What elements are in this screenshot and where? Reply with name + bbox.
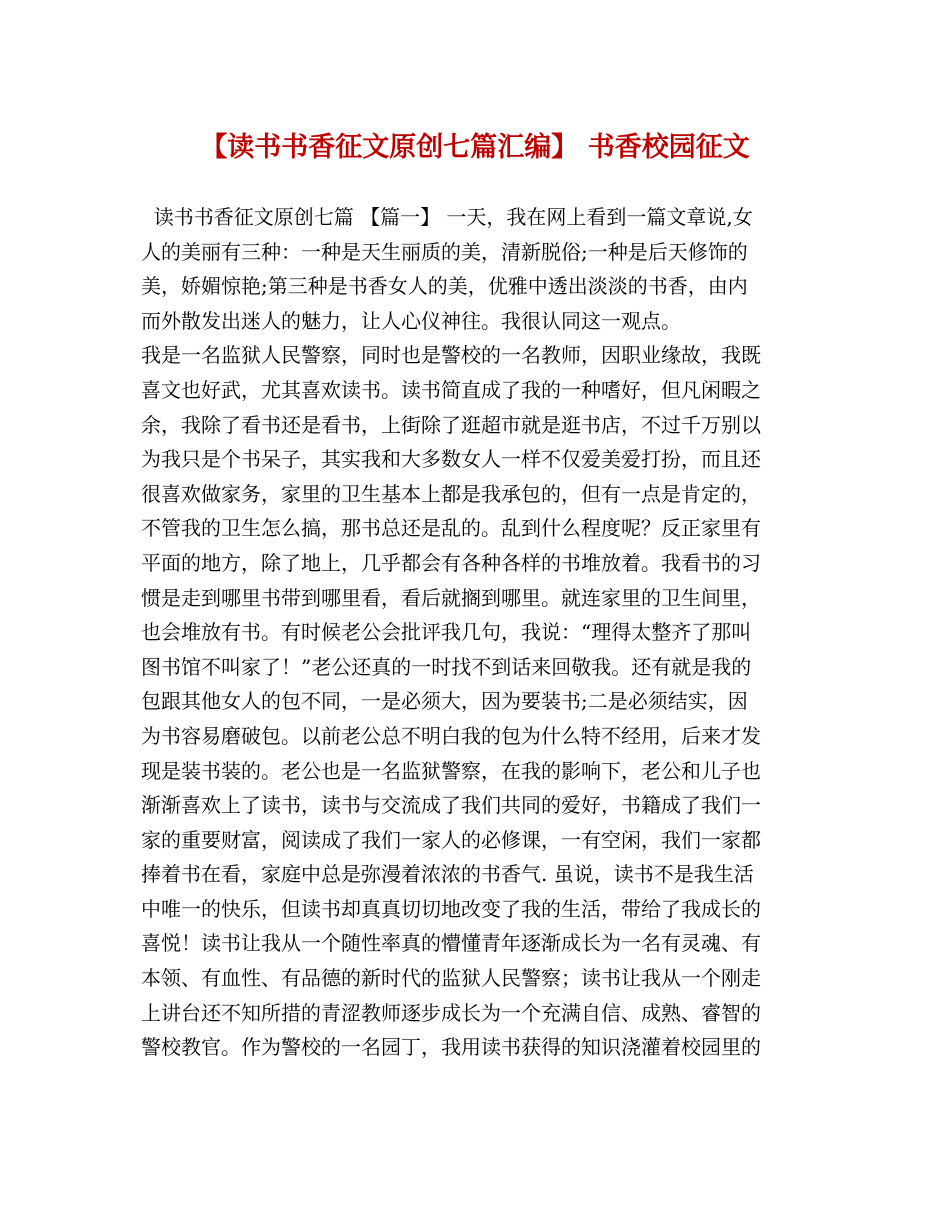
- text-line: 平面的地方，除了地上，几乎都会有各种各样的书堆放着。我看书的习: [141, 550, 761, 575]
- text-line: 人的美丽有三种：一种是天生丽质的美，清新脱俗;一种是后天修饰的: [141, 239, 748, 264]
- document-body: [141, 200, 815, 1065]
- text-line: 也会堆放有书。有时候老公会批评我几句，我说：“理得太整齐了那叫: [141, 620, 752, 645]
- text-line: 很喜欢做家务，家里的卫生基本上都是我承包的，但有一点是肯定的，: [141, 481, 761, 506]
- text-line: 惯是走到哪里书带到哪里看，看后就搁到哪里。就连家里的卫生间里，: [141, 585, 761, 610]
- text-line: 为书容易磨破包。以前老公总不明白我的包为什么特不经用，后来才发: [141, 723, 761, 748]
- text-line: 美，娇媚惊艳;第三种是书香女人的美，优雅中透出淡淡的书香，由内: [141, 274, 748, 299]
- text-line: 渐渐喜欢上了读书，读书与交流成了我们共同的爱好，书籍成了我们一: [141, 793, 761, 818]
- text-line: 喜文也好武，尤其喜欢读书。读书简直成了我的一种嗜好，但凡闲暇之: [141, 377, 761, 402]
- text-line: 警校教官。作为警校的一名园丁，我用读书获得的知识浇灌着校园里的: [141, 1035, 761, 1060]
- text-line: 包跟其他女人的包不同，一是必须大，因为要装书;二是必须结实，因: [141, 689, 748, 714]
- text-line: 读书书香征文原创七篇 【篇一】 一天，我在网上看到一篇文章说,女: [141, 205, 753, 229]
- text-line: 捧着书在看，家庭中总是弥漫着浓浓的书香气. 虽说，读书不是我生活: [141, 862, 754, 887]
- text-line: 而外散发出迷人的魅力，让人心仪神往。我很认同这一观点。: [141, 308, 681, 333]
- text-line: 中唯一的快乐，但读书却真真切切地改变了我的生活，带给了我成长的: [141, 896, 761, 921]
- text-line: 图书馆不叫家了！”老公还真的一时找不到话来回敬我。还有就是我的: [141, 654, 752, 679]
- document-title: 【读书书香征文原创七篇汇编】 书香校园征文: [200, 132, 750, 163]
- text-line: 本领、有血性、有品德的新时代的监狱人民警察；读书让我从一个刚走: [141, 966, 761, 991]
- text-line: 余，我除了看书还是看书，上街除了逛超市就是逛书店，不过千万别以: [141, 412, 761, 437]
- text-line: 喜悦！读书让我从一个随性率真的懵懂青年逐渐成长为一名有灵魂、有: [141, 931, 761, 956]
- text-line: 家的重要财富，阅读成了我们一家人的必修课，一有空闲，我们一家都: [141, 827, 761, 852]
- text-line: 为我只是个书呆子，其实我和大多数女人一样不仅爱美爱打扮，而且还: [141, 447, 761, 472]
- text-line: 不管我的卫生怎么搞，那书总还是乱的。乱到什么程度呢？反正家里有: [141, 516, 761, 541]
- text-line: 现是装书装的。老公也是一名监狱警察，在我的影响下，老公和儿子也: [141, 758, 761, 783]
- text-line: 上讲台还不知所措的青涩教师逐步成长为一个充满自信、成熟、睿智的: [141, 1000, 761, 1025]
- text-line: 我是一名监狱人民警察，同时也是警校的一名教师，因职业缘故，我既: [141, 343, 761, 368]
